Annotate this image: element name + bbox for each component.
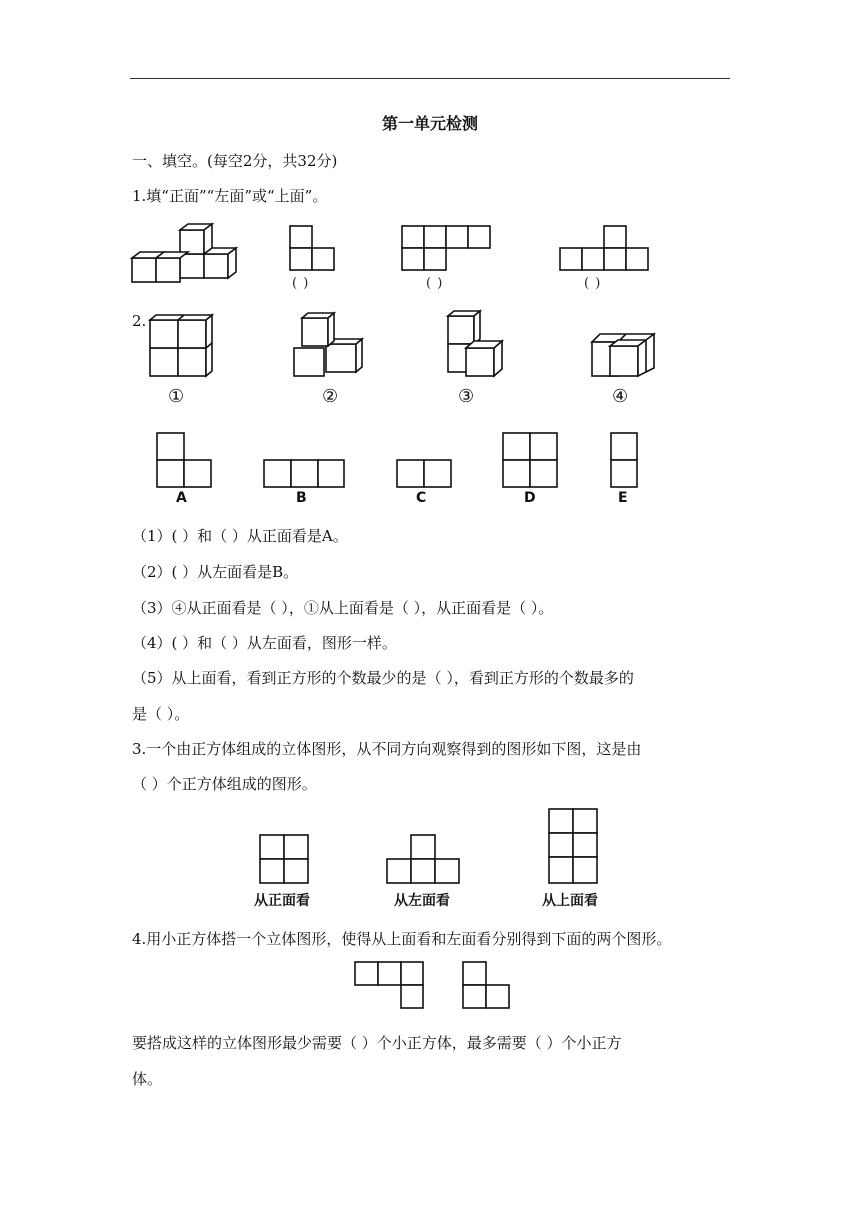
- q1-view-3: [560, 226, 648, 272]
- q1-prompt: 1.填“正面”“左面”或“上面”。: [132, 187, 328, 205]
- q2-caption-a: A: [176, 490, 187, 506]
- q1-blank-2[interactable]: ( ): [426, 276, 444, 291]
- q2-item-5-cont: 是（ ）。: [132, 705, 190, 723]
- q1-view-1: [290, 226, 334, 272]
- q2-item-5: （5）从上面看，看到正方形的个数最少的是（ ），看到正方形的个数最多的: [132, 669, 634, 687]
- q2-caption-c: C: [416, 490, 427, 506]
- q2-caption-d: D: [524, 490, 536, 506]
- q2-solid-2: [292, 312, 370, 378]
- q2-view-d: [502, 432, 558, 488]
- q3-left-view: [386, 834, 460, 884]
- q2-view-a: [156, 432, 212, 488]
- q2-item-3: （3）④从正面看是（ ），①从上面看是（ ），从正面看是（ ）。: [132, 599, 554, 617]
- q1-solid-figure: [132, 228, 236, 284]
- q3-line-2: （ ）个正方体组成的图形。: [132, 775, 317, 793]
- q3-caption-left: 从左面看: [394, 893, 450, 909]
- q2-solid-4: [590, 330, 660, 380]
- q3-top-view: [548, 808, 598, 884]
- q1-view-2: [402, 226, 490, 272]
- q4-answer-line-1: 要搭成这样的立体图形最少需要（ ）个小正方体，最多需要（ ）个小正方: [132, 1034, 622, 1052]
- q2-view-e: [610, 432, 638, 488]
- q3-front-view: [259, 834, 309, 884]
- q2-label-4: ④: [612, 386, 629, 407]
- q2-item-4: （4）( ）和（ ）从左面看，图形一样。: [132, 634, 397, 652]
- page-title: 第一单元检测: [381, 114, 478, 133]
- q2-label-2: ②: [322, 386, 339, 407]
- q2-number: 2.: [132, 312, 147, 330]
- q2-solid-1: [148, 318, 218, 380]
- q2-item-1: （1）( ）和（ ）从正面看是A。: [132, 527, 348, 545]
- q2-view-b: [263, 459, 345, 488]
- q2-view-c: [396, 459, 452, 488]
- q4-left-view: [462, 961, 510, 1009]
- q2-caption-b: B: [296, 490, 307, 506]
- q4-answer-line-2: 体。: [132, 1070, 163, 1088]
- section-heading: 一、填空。(每空2分，共32分): [132, 152, 338, 170]
- q1-blank-3[interactable]: ( ): [584, 276, 602, 291]
- q4-top-view: [354, 961, 424, 1009]
- q2-solid-3: [446, 312, 516, 378]
- q2-caption-e: E: [618, 490, 628, 506]
- q1-blank-1[interactable]: ( ): [292, 276, 310, 291]
- q2-label-3: ③: [458, 386, 475, 407]
- q2-label-1: ①: [168, 386, 185, 407]
- q4-prompt: 4.用小正方体搭一个立体图形，使得从上面看和左面看分别得到下面的两个图形。: [132, 930, 672, 948]
- q3-caption-top: 从上面看: [542, 893, 598, 909]
- header-rule: [130, 78, 730, 79]
- q3-caption-front: 从正面看: [254, 893, 310, 909]
- q2-item-2: （2）( ）从左面看是B。: [132, 563, 299, 581]
- q3-line-1: 3.一个由正方体组成的立体图形，从不同方向观察得到的图形如下图，这是由: [132, 740, 642, 758]
